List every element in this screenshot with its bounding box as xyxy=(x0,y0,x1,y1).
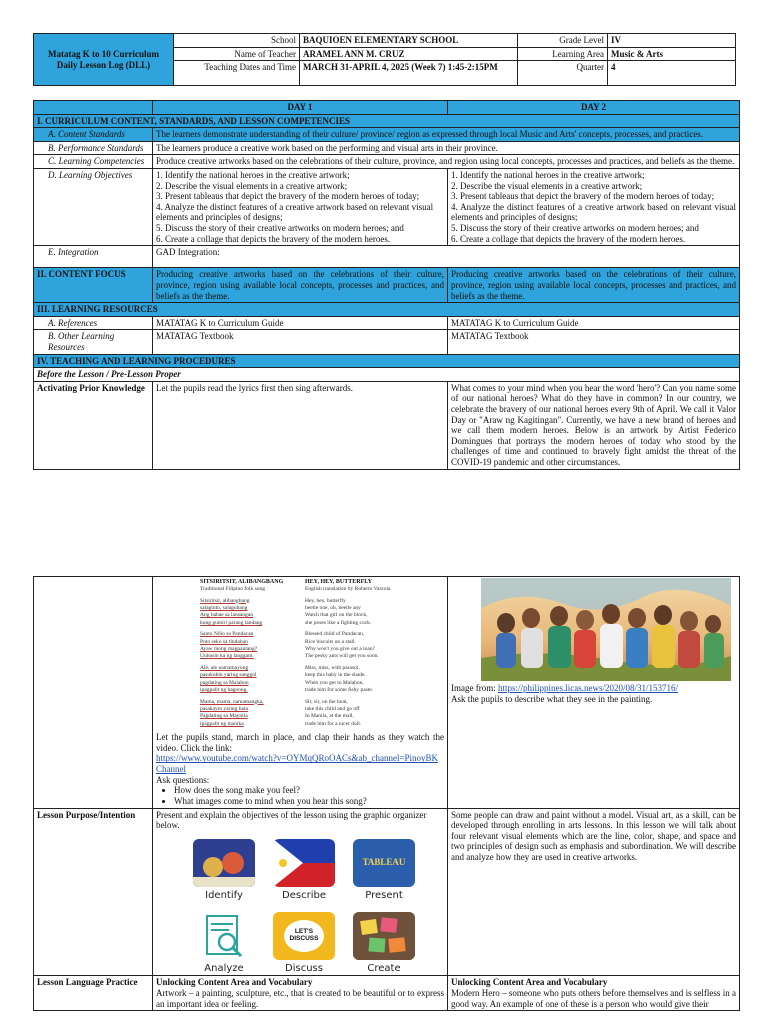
list-item: • What images come to mind when you hear this song? xyxy=(174,796,444,807)
day-1-header: DAY 1 xyxy=(153,101,448,115)
vocabulary-heading: Unlocking Content Area and Vocabulary xyxy=(451,977,608,988)
analyze-chart-icon xyxy=(193,912,255,960)
other-resources-label: B. Other Learning Resources xyxy=(34,330,153,354)
tableau-sign-icon: TABLEAU xyxy=(353,839,415,887)
language-practice-label: Lesson Language Practice xyxy=(34,976,153,1011)
lesson-table-page-1 xyxy=(33,100,740,470)
song-english-column: HEY, HEY, BUTTERFLY English translation by Roberto Varzola Hey, hey, butterfly beetle one, oh, beetle any Watch that girl on the block, she poses like a fighting cock. Blessed child of Pandacan, Rice biscuits on a stall. Why won't you give out a loan? The pesky ants will get you soon. Miss, miss, with parasol, keep this baby in the shade. When you get to Malabon, trade him for some fishy paste. Sir, sir, on the boat, take this child and go off In Manila, at the mall, trade him for a nicer doll. xyxy=(305,578,400,728)
day-2-header: DAY 2 xyxy=(448,101,740,115)
section-content-focus: II. CONTENT FOCUS xyxy=(34,268,153,303)
purpose-label: Lesson Purpose/Intention xyxy=(34,808,153,976)
objective-item: 6. Create a collage that depicts the bravery of the modern heroes. xyxy=(451,233,686,244)
language-day-1 xyxy=(153,976,448,1011)
organizer-identify xyxy=(191,839,257,902)
objectives-day-2 xyxy=(448,169,740,246)
lesson-table-page-2 xyxy=(33,576,740,1011)
organizer-analyze xyxy=(191,912,257,975)
song-lyrics-image xyxy=(200,578,400,728)
create-notes-icon xyxy=(353,912,415,960)
objectives-day-1 xyxy=(153,169,448,246)
organizer-label: Analyze xyxy=(204,962,244,974)
objective-item: 5. Discuss the story of their creative artworks on modern heroes; and xyxy=(451,223,699,234)
area-label: Learning Area xyxy=(518,47,608,61)
vocabulary-heading: Unlocking Content Area and Vocabulary xyxy=(156,977,313,988)
teacher-label: Name of Teacher xyxy=(174,47,300,61)
integration-text: GAD Integration: xyxy=(153,246,740,268)
question-list xyxy=(156,785,444,806)
song-subtitle: Traditional Filipino folk song xyxy=(200,586,266,593)
objective-item: 5. Discuss the story of their creative artworks on modern heroes; and xyxy=(156,223,404,234)
references-label: A. References xyxy=(34,316,153,330)
objective-item: 4. Analyze the distinct features of a creative artwork based on relevant visual elements and principles of designs; xyxy=(156,201,434,223)
quarter-label: Quarter xyxy=(518,61,608,86)
purpose-day-1 xyxy=(153,808,448,976)
objective-item: 1. Identify the national heroes in the creative artwork; xyxy=(156,170,350,181)
list-item: • How does the song make you feel? xyxy=(174,785,444,796)
painting-source xyxy=(451,683,736,694)
before-lesson-heading: Before the Lesson / Pre-Lesson Proper xyxy=(34,368,740,382)
objective-item: 4. Analyze the distinct features of a creative artwork based on relevant visual elements and principles of designs; xyxy=(451,201,736,223)
graphic-organizer xyxy=(164,839,444,975)
vocabulary-text: Modern Hero – someone who puts others before themselves and is selfless in a good way. An example of one of these is a person who would give their xyxy=(451,987,736,1009)
organizer-present xyxy=(351,839,417,902)
organizer-create xyxy=(351,912,417,975)
objective-item: 1. Identify the national heroes in the creative artwork; xyxy=(451,170,645,181)
purpose-day-1-text: Present and explain the objectives of the lesson using the graphic organizer below. xyxy=(156,809,427,831)
organizer-label: Create xyxy=(367,962,401,974)
dll-title: Matatag K to 10 Curriculum Daily Lesson Log (DLL) xyxy=(34,34,174,86)
song-title: SITSIRITSIT, ALIBANGBANG xyxy=(200,579,284,585)
blank-corner-cell xyxy=(34,101,153,115)
painting-source-link[interactable]: https://philippines.licas.news/2020/08/31/153716/ xyxy=(497,683,678,693)
activating-day-1: Let the pupils read the lyrics first then sing afterwards. xyxy=(153,381,448,469)
song-title: HEY, HEY, BUTTERFLY xyxy=(305,579,373,585)
song-subtitle: English translation by Roberto Varzola xyxy=(305,586,391,593)
grade-value: IV xyxy=(608,34,736,48)
organizer-label: Describe xyxy=(282,889,326,901)
objective-item: 6. Create a collage that depicts the bravery of the modern heroes. xyxy=(156,233,391,244)
quarter-value: 4 xyxy=(608,61,736,86)
other-resources-day-2: MATATAG Textbook xyxy=(448,330,740,354)
competencies-text: Produce creative artworks based on the celebrations of their culture, province, and region using local concepts, processes and practices, and beliefs as the theme. xyxy=(153,155,740,169)
identify-picture-icon xyxy=(193,839,255,887)
objective-item: 3. Present tableaus that depict the bravery of the modern heroes of today; xyxy=(451,191,715,202)
content-standards-text: The learners demonstrate understanding of their culture/ province/ region as expressed through local Music and Arts' concepts, processes, and practices. xyxy=(153,128,740,142)
painting-prompt: Ask the pupils to describe what they see in the painting. xyxy=(451,693,653,704)
vocabulary-text: Artwork – a painting, sculpture, etc., that is created to be beautiful or to express an important idea or feeling. xyxy=(156,987,444,1009)
content-focus-day-1: Producing creative artworks based on the celebrations of their culture, province, region using available local concepts, processes and practices, and beliefs as the theme. xyxy=(153,268,448,303)
organizer-label: Present xyxy=(365,889,403,901)
content-standards-label: A. Content Standards xyxy=(34,128,153,142)
video-instruction: Let the pupils stand, march in place, and clap their hands as they watch the video. Click the link: xyxy=(156,732,444,753)
references-day-2: MATATAG K to Curriculum Guide xyxy=(448,316,740,330)
activating-day-2-continued xyxy=(448,577,740,809)
other-resources-day-1: MATATAG Textbook xyxy=(153,330,448,354)
dates-value: MARCH 31-APRIL 4, 2025 (Week 7) 1:45-2:15PM xyxy=(300,61,518,86)
organizer-describe xyxy=(271,839,337,902)
philippine-flag-icon xyxy=(273,839,335,887)
school-label: School xyxy=(174,34,300,48)
area-value: Music & Arts xyxy=(608,47,736,61)
objectives-label: D. Learning Objectives xyxy=(34,169,153,246)
activating-label-continued xyxy=(34,577,153,809)
integration-label: E. Integration xyxy=(34,246,153,268)
grade-label: Grade Level xyxy=(518,34,608,48)
objective-item: 2. Describe the visual elements in a creative artwork; xyxy=(451,180,643,191)
song-filipino-column: SITSIRITSIT, ALIBANGBANG Traditional Filipino folk song Sitsiritsit, alibangbang salaginto, salagubang Ang babae sa lansangan kung gumiri parang tandang Santo Niño sa Pandacan Puto seko sa tindahan Ayaw mong magpautang? Uubusin ka ng langgam. Ale, ale namamayong pasukubin yaring sanggol pagdating sa Malabon ipagpalit ng bagoong. Mama, mama, namamangka, pasakayin yaring bata Pagdating sa Maynila ipagpalit ng manika xyxy=(200,578,295,728)
activating-day-2: What comes to your mind when you hear the word 'hero'? Can you name some of our national heroes? What do they have in common? In our country, we celebrate the bravery of our national heroes every 9th of April. We call it Valor Day or "Araw ng Kagitingan". Currently, we have a new brand of heroes and we call them modern heroes. Below is an artwork by Artist Federico Domingues that portrays the modern heroes of today who stood by the challenges of time and continued to bravely fight amidst the threat of the COVID-19 pandemic and other circumstances. xyxy=(448,381,740,469)
modern-heroes-painting xyxy=(481,578,731,681)
activating-day-1-continued xyxy=(153,577,448,809)
performance-standards-text: The learners produce a creative work based on the performing and visual arts in their province. xyxy=(153,141,740,155)
performance-standards-label: B. Performance Standards xyxy=(34,141,153,155)
video-link[interactable]: https://www.youtube.com/watch?v=OYMqQRoOACs&ab_channel=PinoyBKChannel xyxy=(156,753,439,775)
content-focus-day-2: Producing creative artworks based on the celebrations of their culture, province, region using available local concepts, processes and practices, and beliefs as the theme. xyxy=(448,268,740,303)
objective-item: 3. Present tableaus that depict the bravery of the modern heroes of today; xyxy=(156,191,420,202)
objective-item: 2. Describe the visual elements in a creative artwork; xyxy=(156,180,348,191)
discuss-bubble: LET'S DISCUSS xyxy=(284,920,324,952)
dates-label: Teaching Dates and Time xyxy=(174,61,300,86)
references-day-1: MATATAG K to Curriculum Guide xyxy=(153,316,448,330)
ask-questions-label: Ask questions: xyxy=(156,774,210,785)
language-day-2 xyxy=(448,976,740,1011)
organizer-label: Identify xyxy=(205,889,243,901)
painting-source-prefix: Image from: xyxy=(451,683,498,693)
section-procedures: IV. TEACHING AND LEARNING PROCEDURES xyxy=(34,354,740,368)
competencies-label: C. Learning Competencies xyxy=(34,155,153,169)
activating-label: Activating Prior Knowledge xyxy=(34,381,153,469)
discuss-speech-bubble-icon xyxy=(273,912,335,960)
organizer-discuss xyxy=(271,912,337,975)
header-table xyxy=(33,33,736,86)
school-value: BAQUIOEN ELEMENTARY SCHOOL xyxy=(300,34,518,48)
section-curriculum: I. CURRICULUM CONTENT, STANDARDS, AND LESSON COMPETENCIES xyxy=(34,114,740,128)
teacher-value: ARAMEL ANN M. CRUZ xyxy=(300,47,518,61)
section-learning-resources: III. LEARNING RESOURCES xyxy=(34,303,740,317)
purpose-day-2: Some people can draw and paint without a model. Visual art, as a skill, can be developed through enrolling in arts lessons. In this lesson we will talk about four relevant visual elements which are the line, color, shape, and space and two principles of design such as emphasis and subordination. We will describe and analyze how they are used in creative artworks. xyxy=(448,808,740,976)
organizer-label: Discuss xyxy=(285,962,323,974)
